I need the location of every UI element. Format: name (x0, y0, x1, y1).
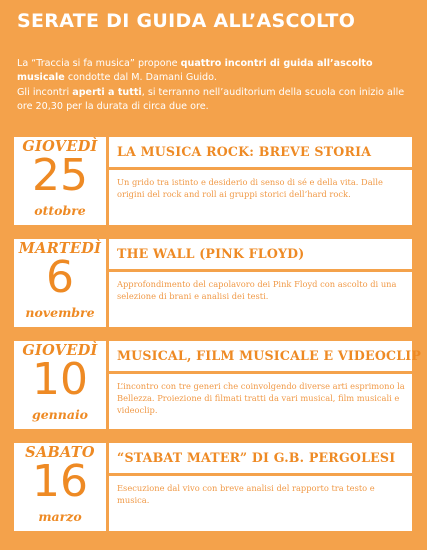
event-description-box (109, 272, 412, 327)
event-day-number: 6 (46, 252, 74, 303)
event-description: Approfondimento del capolavoro dei Pink Floyd con ascolto di una selezione di brani e analisi dei testi. (117, 279, 397, 302)
event-month: marzo (38, 509, 82, 524)
event-title-box (109, 341, 422, 371)
event-day-number: 16 (32, 456, 88, 507)
event-day-number: 10 (32, 354, 88, 405)
intro-paragraph-2 (17, 86, 417, 115)
page-title: SERATE DI GUIDA ALL’ASCOLTO (17, 10, 356, 32)
event-description-box (109, 476, 412, 531)
intro-text-run: Gli incontri (17, 86, 73, 98)
event-date (14, 137, 106, 225)
event-title-box (109, 239, 412, 269)
event-title: “STABAT MATER” DI G.B. PERGOLESI (117, 450, 396, 465)
event-date (14, 341, 106, 429)
event-description: Esecuzione dal vivo con breve analisi del rapporto tra testo e musica. (117, 483, 375, 506)
event-date (14, 239, 106, 327)
event-description-box (109, 374, 412, 429)
event-day-number: 25 (32, 150, 88, 201)
event-month: gennaio (31, 407, 89, 422)
event-description: L’incontro con tre generi che coinvolgendo diverse arti esprimono la Bellezza. Proiezione di filmati tratti da vari musical, film musicali e videoclip. (117, 381, 405, 416)
intro-highlight: quattro incontri di guida all’ascolto musicale (17, 58, 373, 84)
event-title: MUSICAL, FILM MUSICALE E VIDEOCLIP (117, 348, 422, 363)
event-month: novembre (25, 305, 95, 320)
intro-text-run: condotte dal M. Damani Guido. (64, 72, 217, 84)
event-title-box (109, 443, 412, 473)
event-description-box (109, 170, 412, 225)
event-weekday: SABATO (25, 444, 95, 461)
event-title-box (109, 137, 412, 167)
intro-highlight: aperti a tutti (72, 86, 142, 98)
intro-text (17, 57, 417, 115)
event-weekday: GIOVEDÌ (22, 138, 98, 155)
intro-text-run: La “Traccia si fa musica” propone (17, 58, 181, 69)
event-title: LA MUSICA ROCK: BREVE STORIA (117, 144, 372, 159)
event-description: Un grido tra istinto e desiderio di senso di sé e della vita. Dalle origini del rock and roll ai gruppi storici dell’hard rock. (117, 177, 383, 200)
event-date (14, 443, 106, 531)
intro-paragraph-1 (17, 57, 417, 86)
event-title: THE WALL (PINK FLOYD) (117, 246, 305, 261)
event-month: ottobre (34, 203, 86, 218)
intro-text-run: , si terranno nell’auditorium della scuola con inizio alle ore 20,30 per la durata di circa due ore. (17, 86, 405, 113)
event-weekday: GIOVEDÌ (22, 342, 98, 359)
event-weekday: MARTEDÌ (18, 240, 102, 257)
